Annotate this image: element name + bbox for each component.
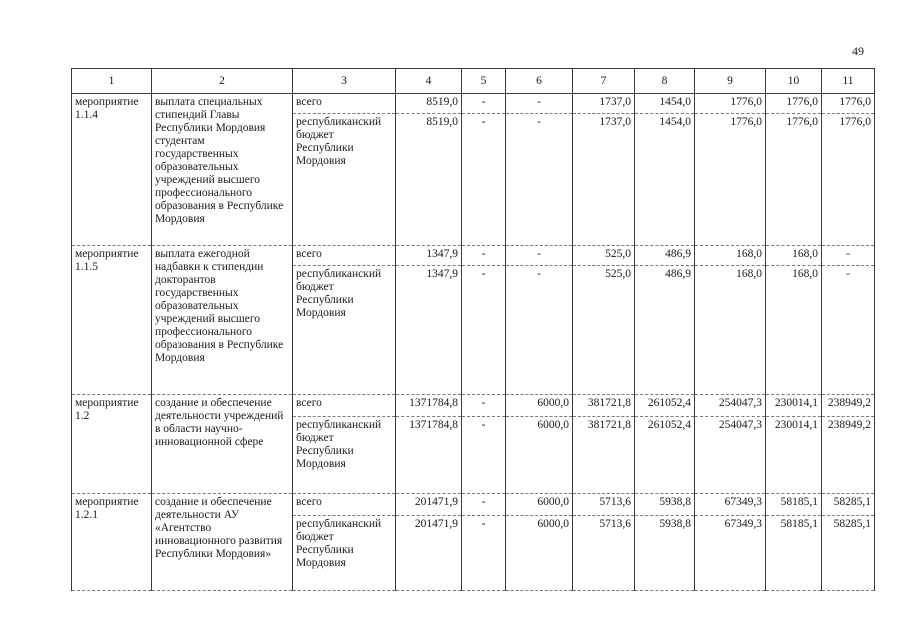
amount-cell: 6000,0 [506,417,573,494]
amount-cell: 168,0 [766,265,822,395]
measure-code: мероприятие 1.1.5 [72,245,152,394]
table-row [72,245,875,265]
budget-table [71,68,875,591]
amount-cell: 230014,1 [766,395,822,417]
amount-cell: 6000,0 [506,395,573,417]
amount-cell: 381721,8 [573,417,635,494]
column-header: 7 [573,69,635,94]
funding-source: республиканский бюджет Республики Мордовия [293,516,396,591]
funding-source: республиканский бюджет Республики Мордовия [293,114,396,246]
amount-cell: 254047,3 [695,395,766,417]
amount-cell: - [462,494,506,516]
amount-cell: 201471,9 [396,516,462,591]
amount-cell: - [506,265,573,395]
amount-cell: 1454,0 [635,114,695,246]
measure-description: создание и обеспечение деятельности АУ «Агентство инновационного развития Республики Мордовия» [152,494,293,591]
column-header: 4 [396,69,462,94]
column-header: 10 [766,69,822,94]
measure-code: мероприятие 1.1.4 [72,94,152,246]
amount-cell: 1737,0 [573,94,635,114]
measure-code: мероприятие 1.2 [72,395,152,494]
amount-cell: - [462,265,506,395]
measure-description: выплата специальных стипендий Главы Республики Мордовия студентам государственных образовательных учреждений высшего профессионального образования в Республике Мордовия [152,94,293,246]
amount-cell: - [462,114,506,246]
column-header: 11 [822,69,875,94]
funding-source: республиканский бюджет Республики Мордовия [293,417,396,494]
column-header: 2 [152,69,293,94]
amount-cell: 486,9 [635,265,695,395]
amount-cell: - [462,94,506,114]
amount-cell: 261052,4 [635,395,695,417]
amount-cell: 1371784,8 [396,417,462,494]
column-header: 8 [635,69,695,94]
amount-cell: 238949,2 [822,395,875,417]
measure-code: мероприятие 1.2.1 [72,494,152,591]
amount-cell: 261052,4 [635,417,695,494]
column-header: 6 [506,69,573,94]
amount-cell: 8519,0 [396,114,462,246]
funding-source: всего [293,245,396,265]
table-header-row [72,69,875,94]
funding-source: всего [293,395,396,417]
amount-cell: 58185,1 [766,494,822,516]
amount-cell: 230014,1 [766,417,822,494]
amount-cell: 254047,3 [695,417,766,494]
amount-cell: 168,0 [695,245,766,265]
table-row [72,94,875,114]
page-number: 49 [852,44,864,58]
table-row [72,494,875,516]
amount-cell: 58285,1 [822,516,875,591]
amount-cell: 525,0 [573,245,635,265]
funding-source: всего [293,94,396,114]
amount-cell: 58185,1 [766,516,822,591]
amount-cell: 67349,3 [695,494,766,516]
funding-source: республиканский бюджет Республики Мордовия [293,265,396,395]
amount-cell: 5713,6 [573,494,635,516]
amount-cell: 238949,2 [822,417,875,494]
column-header: 9 [695,69,766,94]
amount-cell: 8519,0 [396,94,462,114]
amount-cell: - [506,245,573,265]
amount-cell: 168,0 [695,265,766,395]
column-header: 1 [72,69,152,94]
amount-cell: 1776,0 [822,114,875,246]
amount-cell: 1347,9 [396,265,462,395]
amount-cell: 1776,0 [695,94,766,114]
amount-cell: 486,9 [635,245,695,265]
amount-cell: - [462,417,506,494]
amount-cell: 6000,0 [506,494,573,516]
amount-cell: - [506,94,573,114]
amount-cell: 5938,8 [635,516,695,591]
measure-description: создание и обеспечение деятельности учреждений в области научно-инновационной сфере [152,395,293,494]
amount-cell: 6000,0 [506,516,573,591]
amount-cell: 5938,8 [635,494,695,516]
amount-cell: 1776,0 [695,114,766,246]
amount-cell: - [462,395,506,417]
amount-cell: 168,0 [766,245,822,265]
amount-cell: 201471,9 [396,494,462,516]
amount-cell: 1776,0 [822,94,875,114]
amount-cell: 1371784,8 [396,395,462,417]
amount-cell: 1454,0 [635,94,695,114]
amount-cell: - [822,265,875,395]
column-header: 5 [462,69,506,94]
table-row [72,395,875,417]
amount-cell: - [462,516,506,591]
amount-cell: 381721,8 [573,395,635,417]
measure-description: выплата ежегодной надбавки к стипендии докторантов государственных образовательных учреждений высшего профессионального образования в Республике Мордовия [152,245,293,394]
column-header: 3 [293,69,396,94]
amount-cell: 5713,6 [573,516,635,591]
amount-cell: - [822,245,875,265]
amount-cell: 58285,1 [822,494,875,516]
amount-cell: 67349,3 [695,516,766,591]
amount-cell: 1776,0 [766,114,822,246]
funding-source: всего [293,494,396,516]
amount-cell: 1347,9 [396,245,462,265]
amount-cell: 1776,0 [766,94,822,114]
amount-cell: 525,0 [573,265,635,395]
amount-cell: - [462,245,506,265]
amount-cell: 1737,0 [573,114,635,246]
amount-cell: - [506,114,573,246]
